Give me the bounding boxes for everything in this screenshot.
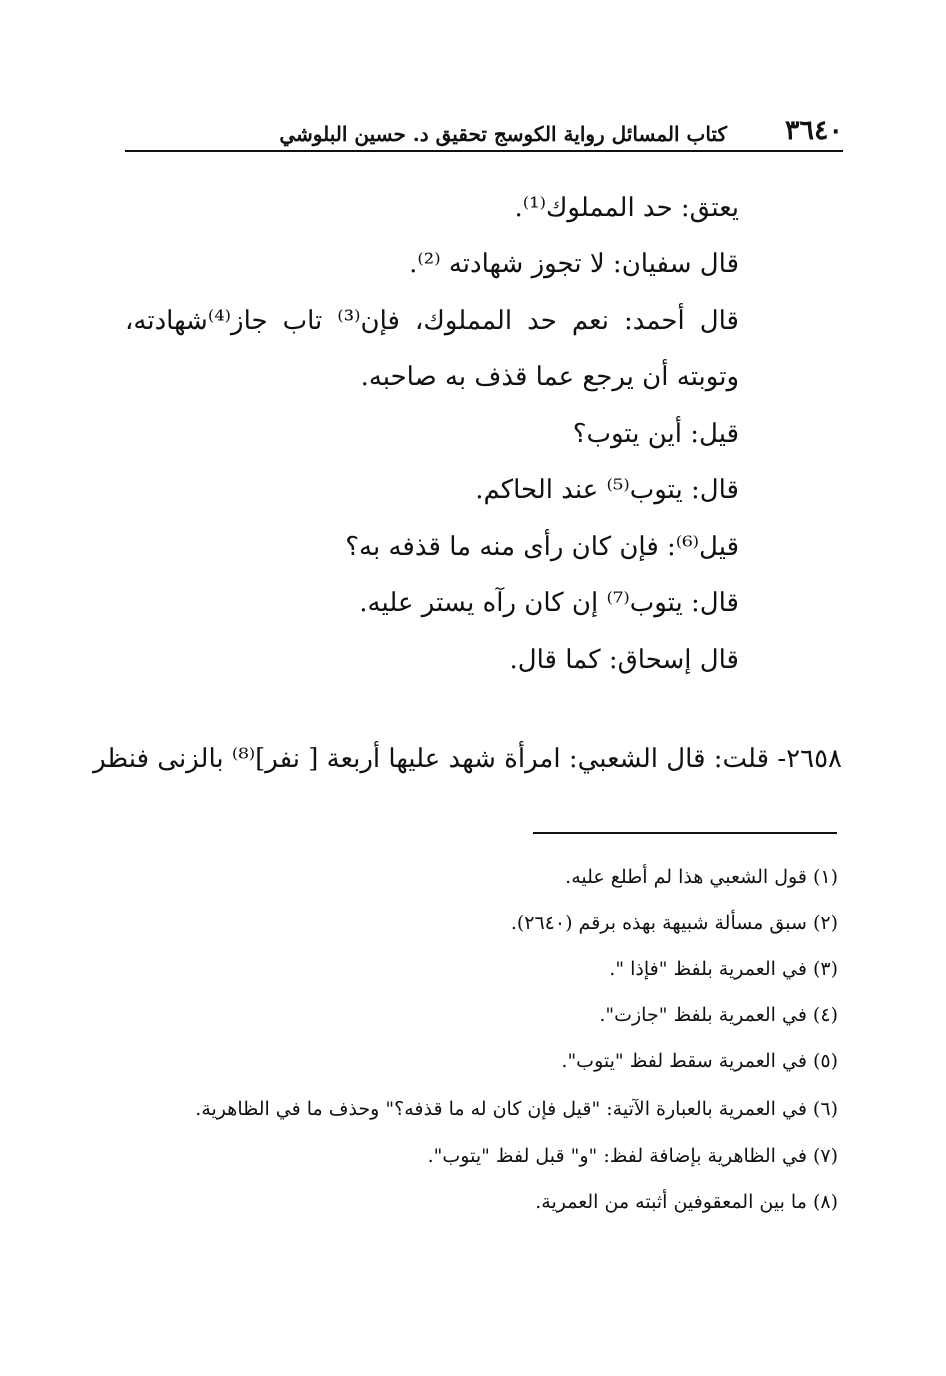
footnote: (٦) في العمرية بالعبارة الآتية: "قيل فإن كان له ما قذفه؟" وحذف ما في الظاهرية. — [195, 1098, 838, 1120]
body-line: قال أحمد: نعم حد المملوك، فإن⁽³⁾ تاب جاز⁽⁴⁾شهادته، — [125, 306, 739, 336]
footnote: (٥) في العمرية سقط لفظ "يتوب". — [561, 1050, 838, 1072]
body-line: قيل: أين يتوب؟ — [572, 419, 739, 449]
running-header — [125, 112, 843, 146]
issue-heading: ٢٦٥٨- قلت: قال الشعبي: امرأة شهد عليها أربعة [ نفر]⁽⁸⁾ بالزنى فنظر — [93, 744, 842, 774]
footnote: (٨) ما بين المعقوفين أثبته من العمرية. — [535, 1191, 838, 1213]
body-line: قال: يتوب⁽⁷⁾ إن كان رآه يستر عليه. — [359, 588, 739, 618]
footnote: (٣) في العمرية بلفظ "فإذا ". — [609, 958, 838, 980]
body-line: قال سفيان: لا تجوز شهادته ⁽²⁾. — [409, 249, 739, 279]
body-line: وتوبته أن يرجع عما قذف به صاحبه. — [360, 362, 739, 392]
footnote: (١) قول الشعبي هذا لم أطلع عليه. — [565, 866, 838, 888]
running-title: كتاب المسائل رواية الكوسج تحقيق د. حسين البلوشي — [279, 122, 727, 146]
body-line: يعتق: حد المملوك⁽¹⁾. — [514, 193, 739, 223]
footnote: (٧) في الظاهرية بإضافة لفظ: "و" قبل لفظ "يتوب". — [427, 1145, 838, 1167]
footnote: (٤) في العمرية بلفظ "جازت". — [599, 1004, 838, 1026]
footnote: (٢) سبق مسألة شبيهة بهذه برقم (٢٦٤٠). — [510, 912, 838, 934]
page-number: ٣٦٤٠ — [784, 115, 843, 146]
footnote-rule — [533, 832, 837, 834]
body-line: قال إسحاق: كما قال. — [509, 645, 739, 675]
header-rule — [125, 150, 843, 152]
body-line: قال: يتوب⁽⁵⁾ عند الحاكم. — [475, 475, 739, 505]
body-line: قيل⁽⁶⁾: فإن كان رأى منه ما قذفه به؟ — [345, 532, 739, 562]
